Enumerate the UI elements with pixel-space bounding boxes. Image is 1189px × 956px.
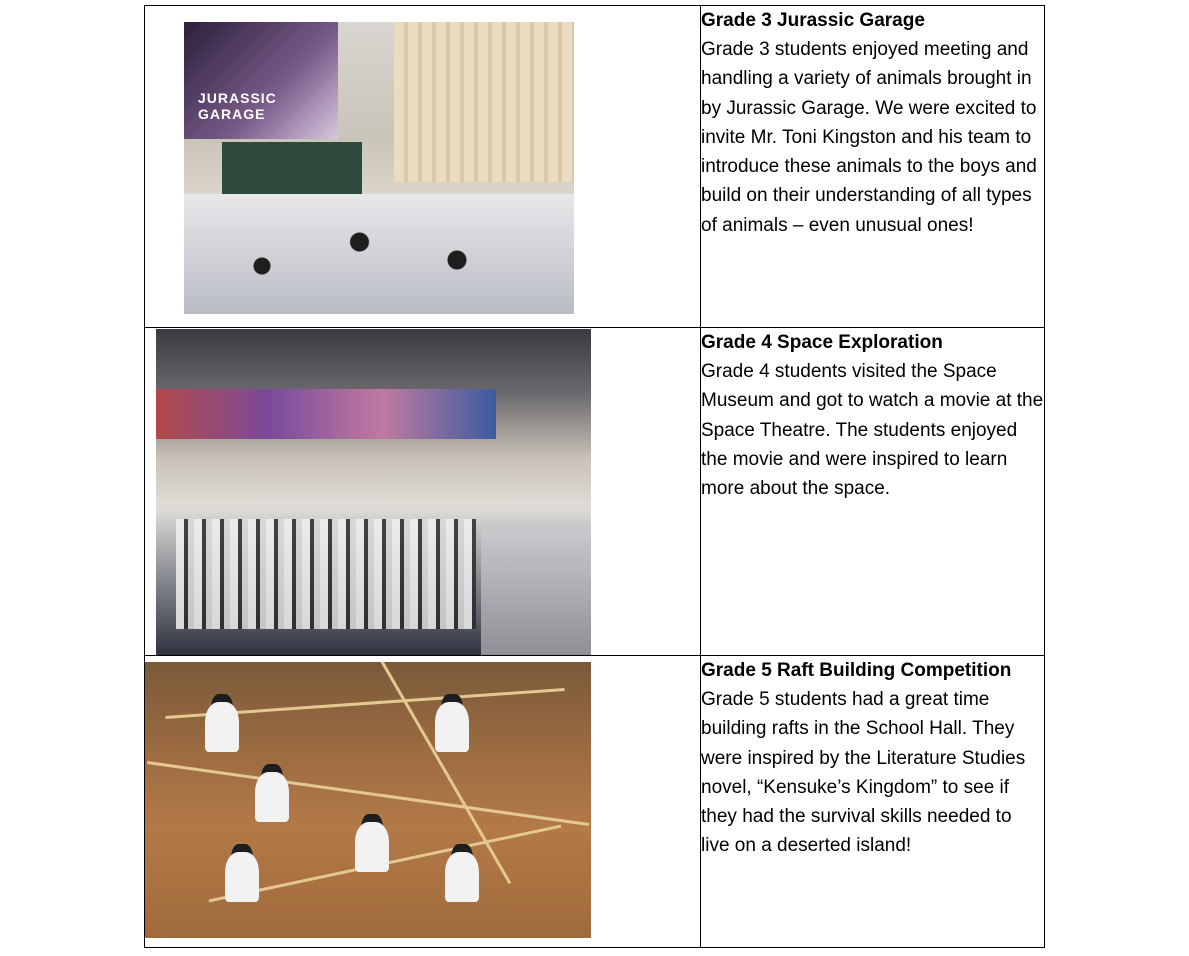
bamboo-stick xyxy=(147,761,589,826)
section-title-grade5: Grade 5 Raft Building Competition xyxy=(701,660,1012,681)
students-crowd xyxy=(184,194,574,314)
text-cell-grade4 xyxy=(701,328,1045,656)
museum-banner xyxy=(156,389,496,439)
table-row-grade3 xyxy=(145,6,1045,328)
museum-counter xyxy=(481,529,591,655)
photo-space-museum xyxy=(156,329,591,655)
photo-cell-grade3 xyxy=(145,6,701,328)
photo-cell-grade4 xyxy=(145,328,701,656)
student xyxy=(255,772,289,822)
student xyxy=(225,852,259,902)
photo-cell-grade5 xyxy=(145,656,701,948)
photo-raft-building xyxy=(145,662,591,938)
section-body-grade5: Grade 5 students had a great time building rafts in the School Hall. They were inspired by the Literature Studies novel, “Kensuke’s Kingdom” to see if they had the survival skills needed to live on a deserted island! xyxy=(701,689,1026,857)
section-body-grade4: Grade 4 students visited the Space Museum and got to watch a movie at the Space Theatre. The students enjoyed the movie and were inspired to learn more about the space. xyxy=(701,361,1044,500)
table-row-grade4 xyxy=(145,328,1045,656)
student xyxy=(205,702,239,752)
student xyxy=(445,852,479,902)
student xyxy=(355,822,389,872)
students-crowd xyxy=(176,519,476,629)
section-title-grade3: Grade 3 Jurassic Garage xyxy=(701,10,925,31)
text-cell-grade5 xyxy=(701,656,1045,948)
curtain xyxy=(394,22,574,182)
section-body-grade3: Grade 3 students enjoyed meeting and handling a variety of animals brought in by Jurassic Garage. We were excited to invite Mr. Toni Kingston and his team to introduce these animals to the boys and build on their understanding of all types of animals – even unusual ones! xyxy=(701,39,1037,236)
projector-screen xyxy=(184,22,338,139)
photo-jurassic-garage xyxy=(184,22,574,314)
section-title-grade4: Grade 4 Space Exploration xyxy=(701,332,943,353)
screen-title: JURASSIC GARAGE xyxy=(198,90,277,122)
chalkboard xyxy=(222,142,362,202)
table-row-grade5 xyxy=(145,656,1045,948)
newsletter-table xyxy=(144,5,1045,948)
text-cell-grade3 xyxy=(701,6,1045,328)
student xyxy=(435,702,469,752)
